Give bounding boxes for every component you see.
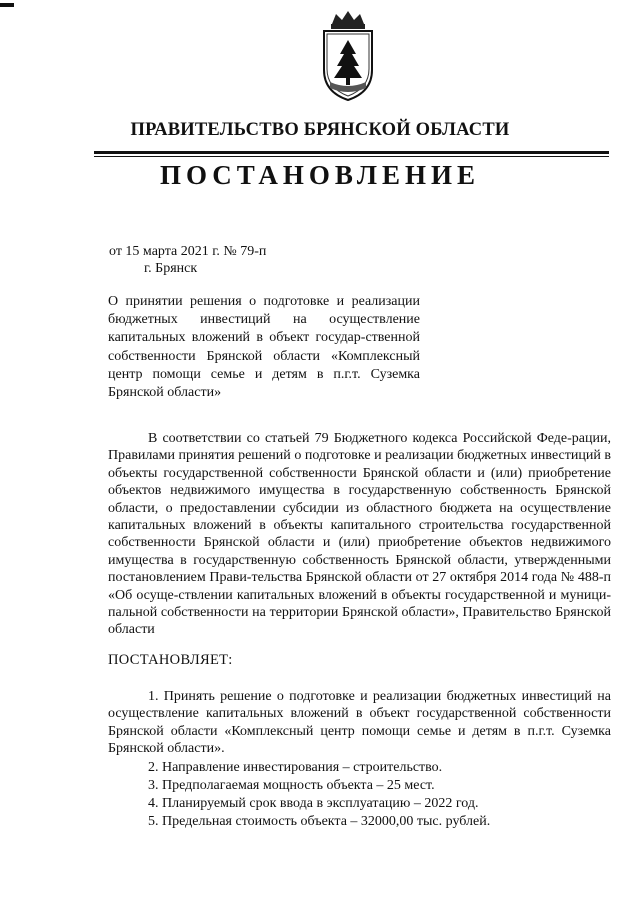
resolution-item-3: 3. Предполагаемая мощность объекта – 25 мест. xyxy=(148,778,435,793)
agency-title: ПРАВИТЕЛЬСТВО БРЯНСКОЙ ОБЛАСТИ xyxy=(130,120,510,140)
document-type: ПОСТАНОВЛЕНИЕ xyxy=(159,160,481,190)
document-subject: О принятии решения о подготовке и реализации бюджетных инвестиций на осуществление капитальных вложений в объект государ-ственной собственности Брянской области «Комплексный центр помощи семье и детям в п.г.т. Суземка Брянской области» xyxy=(108,294,420,401)
coat-of-arms-icon xyxy=(316,8,380,104)
resolution-item-5: 5. Предельная стоимость объекта – 32000,00 тыс. рублей. xyxy=(148,814,491,829)
document-city: г. Брянск xyxy=(144,261,198,276)
header-rule-thick xyxy=(94,151,609,154)
header-rule-thin xyxy=(94,156,609,157)
preamble-paragraph: В соответствии со статьей 79 Бюджетного кодекса Российской Феде-рации, Правилами принятия решений о подготовке и реализации бюджетных инвестиций в объекты государственной собственности Брянской области и (или) приобретение объектов недвижимого имущества в государственную собственность Брянской области, о предоставлении субсидии из областного бюджета на осуществление капитальных вложений в объекты капитального строительства государственной собственности Брянской области и (или) приобретение объектов недвижимого имущества в государственную собственность Брянской области, утвержденными постановлением Прави-тельства Брянской области от 27 октября 2014 года № 488-п «Об осуще-ствлении капитальных вложений в объекты государственной и муници-пальной собственности на территории Брянской области», Правительство Брянской области xyxy=(108,431,611,638)
resolution-item-1: 1. Принять решение о подготовке и реализации бюджетных инвестиций на осуществление капитальных вложений в объект государственной собственности Брянской области «Комплексный центр помощи семье и детям в п.г.т. Суземка Брянской области». xyxy=(108,689,611,757)
resolves-heading: ПОСТАНОВЛЯЕТ: xyxy=(108,652,233,668)
resolution-item-4: 4. Планируемый срок ввода в эксплуатацию – 2022 год. xyxy=(148,796,479,811)
resolution-item-2: 2. Направление инвестирования – строительство. xyxy=(148,760,443,775)
scan-corner-mark xyxy=(0,3,14,7)
document-date-number: от 15 марта 2021 г. № 79-п xyxy=(109,244,267,259)
